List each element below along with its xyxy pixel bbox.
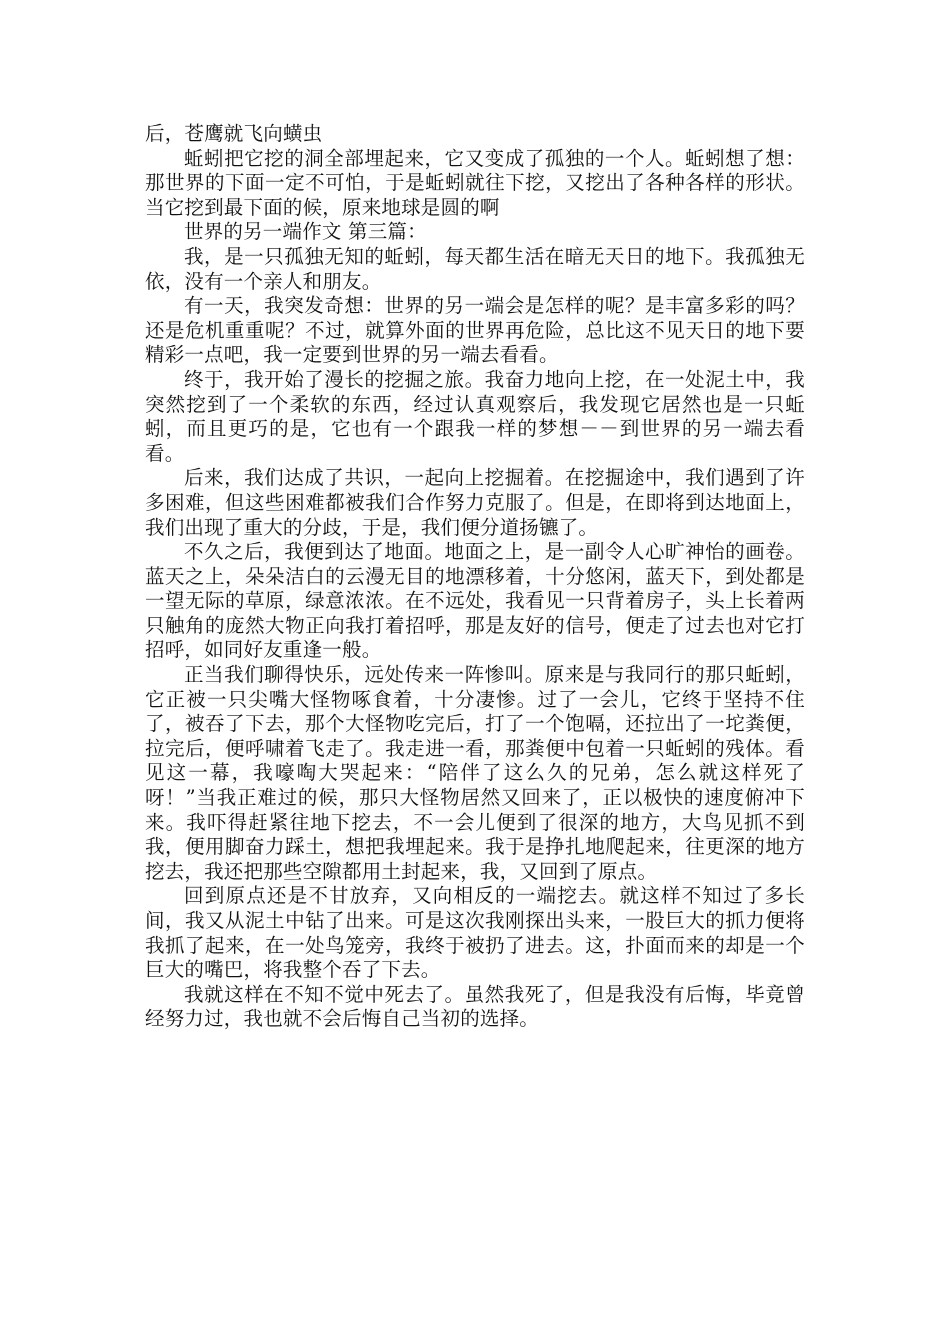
paragraph: 终于，我开始了漫长的挖掘之旅。我奋力地向上挖，在一处泥土中，我突然挖到了一个柔软的东西，经过认真观察后，我发现它居然也是一只蚯蚓，而且更巧的是，它也有一个跟我一样的梦想－－到世界的另一端去看看。 [145, 367, 805, 465]
paragraph: 我，是一只孤独无知的蚯蚓，每天都生活在暗无天日的地下。我孤独无依，没有一个亲人和朋友。 [145, 244, 805, 293]
paragraph: 有一天，我突发奇想：世界的另一端会是怎样的呢？是丰富多彩的吗？还是危机重重呢？不过，就算外面的世界再危险，总比这不见天日的地下要精彩一点吧，我一定要到世界的另一端去看看。 [145, 294, 805, 367]
paragraph: 回到原点还是不甘放弃，又向相反的一端挖去。就这样不知过了多长间，我又从泥土中钻了出来。可是这次我刚探出头来，一股巨大的抓力便将我抓了起来，在一处鸟笼旁，我终于被扔了进去。这，扑面而来的却是一个巨大的嘴巴，将我整个吞了下去。 [145, 884, 805, 982]
paragraph-continuation: 后，苍鹰就飞向蟥虫 [145, 122, 323, 145]
paragraph: 不久之后，我便到达了地面。地面之上，是一副令人心旷神怡的画卷。蓝天之上，朵朵洁白的云漫无目的地漂移着，十分悠闲，蓝天下，到处都是一望无际的草原，绿意浓浓。在不远处，我看见一只背着房子，头上长着两只触角的庞然大物正向我打着招呼，那是友好的信号，便走了过去也对它打招呼，如同好友重逢一般。 [145, 540, 805, 662]
paragraph: 后来，我们达成了共识，一起向上挖掘着。在挖掘途中，我们遇到了许多困难，但这些困难都被我们合作努力克服了。但是，在即将到达地面上，我们出现了重大的分歧，于是，我们便分道扬镳了。 [145, 466, 805, 539]
paragraph: 我就这样在不知不觉中死去了。虽然我死了，但是我没有后悔，毕竟曾经努力过，我也就不会后悔自己当初的选择。 [145, 982, 805, 1031]
document-text-body [145, 122, 805, 1032]
paragraph: 蚯蚓把它挖的洞全部埋起来，它又变成了孤独的一个人。蚯蚓想了想：那世界的下面一定不可怕，于是蚯蚓就往下挖，又挖出了各种各样的形状。当它挖到最下面的候，原来地球是圆的啊 [145, 146, 805, 219]
paragraph: 正当我们聊得快乐，远处传来一阵惨叫。原来是与我同行的那只蚯蚓，它正被一只尖嘴大怪物啄食着，十分凄惨。过了一会儿，它终于坚持不住了，被吞了下去，那个大怪物吃完后，打了一个饱嗝，还拉出了一坨粪便，拉完后，便呼啸着飞走了。我走进一看，那粪便中包着一只蚯蚓的残体。看见这一幕，我嚎啕大哭起来：“陪伴了这么久的兄弟，怎么就这样死了呀！”当我正难过的候，那只大怪物居然又回来了，正以极快的速度俯冲下来。我吓得赶紧往地下挖去，不一会儿便到了很深的地方，大鸟见抓不到我，便用脚奋力踩土，想把我埋起来。我于是挣扎地爬起来，往更深的地方挖去，我还把那些空隙都用土封起来，我，又回到了原点。 [145, 663, 805, 883]
section-heading: 世界的另一端作文 第三篇： [184, 220, 427, 244]
